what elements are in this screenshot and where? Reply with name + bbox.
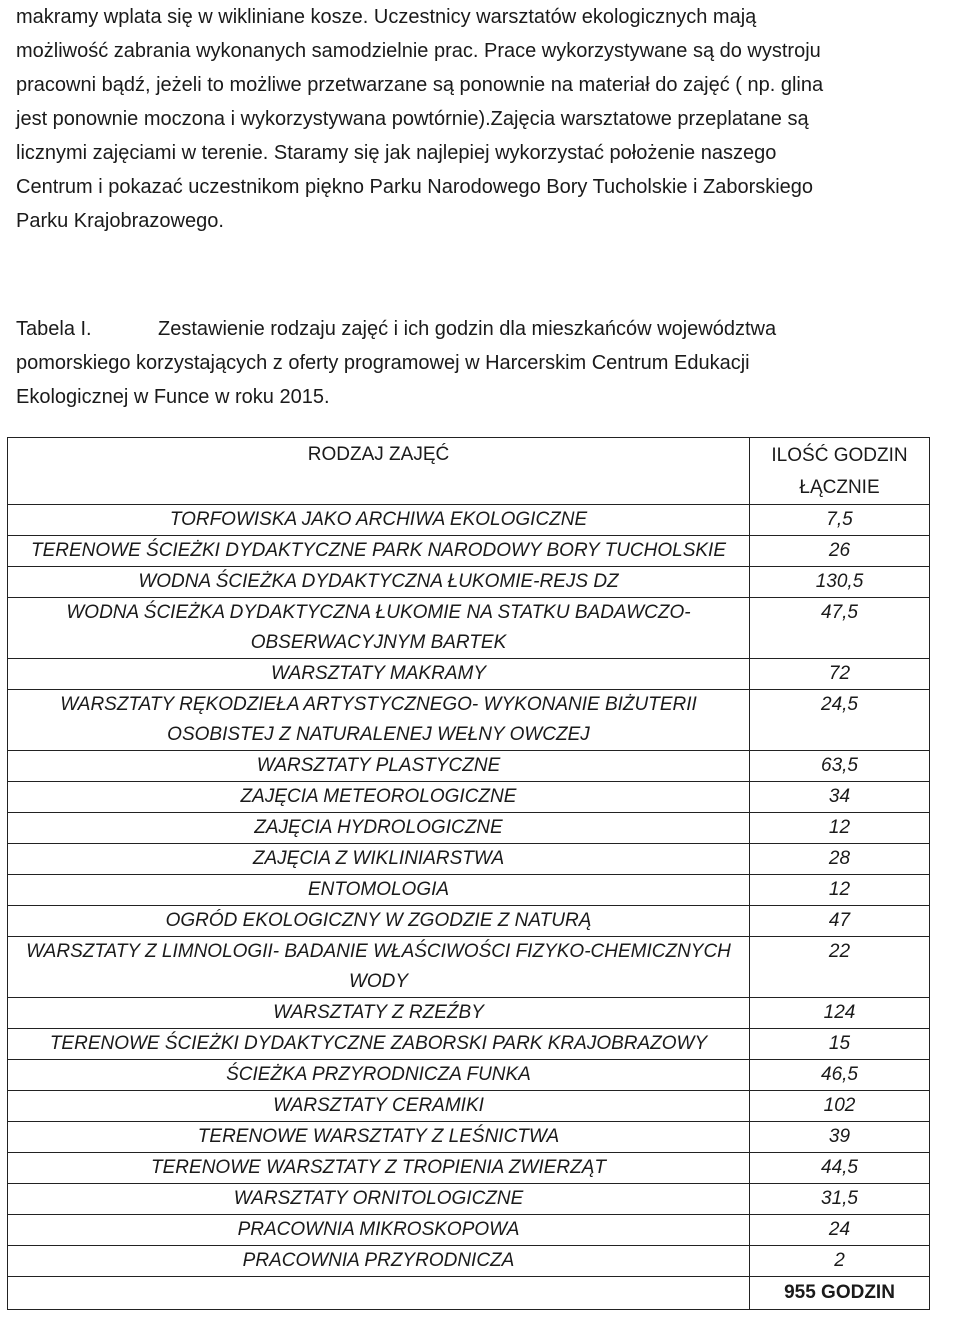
activity-hours-cell: 46,5	[750, 1060, 930, 1091]
activity-name-cell: WARSZTATY ORNITOLOGICZNE	[8, 1184, 750, 1215]
activity-hours-cell: 39	[750, 1122, 930, 1153]
activity-name-cell: ENTOMOLOGIA	[8, 875, 750, 906]
activity-name-cell: TERENOWE WARSZTATY Z LEŚNICTWA	[8, 1122, 750, 1153]
intro-line: Centrum i pokazać uczestnikom piękno Parku Narodowego Bory Tucholskie i Zaborskiego	[16, 176, 814, 198]
activity-name-cell: PRACOWNIA PRZYRODNICZA	[8, 1246, 750, 1277]
activity-name-cell: WARSZTATY CERAMIKI	[8, 1091, 750, 1122]
total-row	[8, 1277, 930, 1310]
activity-hours-cell: 34	[750, 782, 930, 813]
activities-table	[7, 437, 930, 1310]
table-row	[8, 1029, 930, 1060]
intro-line: możliwość zabrania wykonanych samodzielnie prac. Prace wykorzystywane są do wystroju	[16, 40, 821, 62]
table-row	[8, 998, 930, 1029]
activity-hours-cell: 22	[750, 937, 930, 998]
table-row	[8, 598, 930, 659]
table-caption	[16, 312, 946, 414]
activity-name-cell: ZAJĘCIA HYDROLOGICZNE	[8, 813, 750, 844]
table-row	[8, 1184, 930, 1215]
intro-line: makramy wplata się w wikliniane kosze. Uczestnicy warsztatów ekologicznych mają	[16, 6, 757, 28]
activity-name-cell: WODNA ŚCIEŻKA DYDAKTYCZNA ŁUKOMIE NA STATKU BADAWCZO-OBSERWACYJNYM BARTEK	[8, 598, 750, 659]
activity-hours-cell: 24	[750, 1215, 930, 1246]
header-total-hours: ILOŚĆ GODZIN ŁĄCZNIE	[750, 438, 930, 505]
activity-name-cell: PRACOWNIA MIKROSKOPOWA	[8, 1215, 750, 1246]
activity-name-cell: TORFOWISKA JAKO ARCHIWA EKOLOGICZNE	[8, 505, 750, 536]
activity-hours-cell: 72	[750, 659, 930, 690]
caption-text: Zestawienie rodzaju zajęć i ich godzin dla mieszkańców województwa	[158, 318, 777, 340]
activity-name-cell: TERENOWE ŚCIEŻKI DYDAKTYCZNE PARK NARODOWY BORY TUCHOLSKIE	[8, 536, 750, 567]
activity-name-cell: WODNA ŚCIEŻKA DYDAKTYCZNA ŁUKOMIE-REJS DZ	[8, 567, 750, 598]
intro-line: licznymi zajęciami w terenie. Staramy się jak najlepiej wykorzystać położenie naszego	[16, 142, 777, 164]
table-row	[8, 906, 930, 937]
total-empty-cell	[8, 1277, 750, 1310]
intro-paragraph	[16, 0, 946, 238]
activity-hours-cell: 44,5	[750, 1153, 930, 1184]
total-hours-cell: 955 GODZIN	[750, 1277, 930, 1310]
activity-hours-cell: 47	[750, 906, 930, 937]
table-row	[8, 659, 930, 690]
activity-name-cell: WARSZTATY Z LIMNOLOGII- BADANIE WŁAŚCIWOŚCI FIZYKO-CHEMICZNYCH WODY	[8, 937, 750, 998]
caption-label: Tabela I.	[16, 318, 92, 340]
caption-line	[16, 312, 946, 346]
activity-hours-cell: 24,5	[750, 690, 930, 751]
activity-hours-cell: 31,5	[750, 1184, 930, 1215]
activity-name-cell: ZAJĘCIA METEOROLOGICZNE	[8, 782, 750, 813]
table-row	[8, 844, 930, 875]
table-row	[8, 1246, 930, 1277]
table-row	[8, 1153, 930, 1184]
activity-hours-cell: 63,5	[750, 751, 930, 782]
activity-name-cell: ZAJĘCIA Z WIKLINIARSTWA	[8, 844, 750, 875]
table-row	[8, 751, 930, 782]
activity-hours-cell: 15	[750, 1029, 930, 1060]
table-row	[8, 536, 930, 567]
intro-line: Parku Krajobrazowego.	[16, 210, 224, 232]
table-row	[8, 875, 930, 906]
activity-hours-cell: 102	[750, 1091, 930, 1122]
activity-hours-cell: 47,5	[750, 598, 930, 659]
table-row	[8, 567, 930, 598]
activity-hours-cell: 7,5	[750, 505, 930, 536]
activity-hours-cell: 124	[750, 998, 930, 1029]
activity-name-cell: WARSZTATY PLASTYCZNE	[8, 751, 750, 782]
activity-name-cell: ŚCIEŻKA PRZYRODNICZA FUNKA	[8, 1060, 750, 1091]
caption-line: pomorskiego korzystających z oferty programowej w Harcerskim Centrum Edukacji	[16, 352, 750, 374]
table-row	[8, 937, 930, 998]
header-activity-type: RODZAJ ZAJĘĆ	[8, 438, 750, 505]
activity-hours-cell: 12	[750, 875, 930, 906]
table-row	[8, 1215, 930, 1246]
activity-hours-cell: 28	[750, 844, 930, 875]
table-row	[8, 690, 930, 751]
table-row	[8, 1122, 930, 1153]
activity-hours-cell: 26	[750, 536, 930, 567]
activity-hours-cell: 130,5	[750, 567, 930, 598]
activity-name-cell: TERENOWE ŚCIEŻKI DYDAKTYCZNE ZABORSKI PARK KRAJOBRAZOWY	[8, 1029, 750, 1060]
table-row	[8, 1060, 930, 1091]
table-row	[8, 782, 930, 813]
table-header-row	[8, 438, 930, 505]
table-body	[8, 505, 930, 1310]
caption-line: Ekologicznej w Funce w roku 2015.	[16, 386, 330, 408]
activity-name-cell: WARSZTATY MAKRAMY	[8, 659, 750, 690]
activity-name-cell: OGRÓD EKOLOGICZNY W ZGODZIE Z NATURĄ	[8, 906, 750, 937]
activity-hours-cell: 12	[750, 813, 930, 844]
table-row	[8, 505, 930, 536]
intro-line: jest ponownie moczona i wykorzystywana powtórnie).Zajęcia warsztatowe przeplatane są	[16, 108, 809, 130]
activity-name-cell: TERENOWE WARSZTATY Z TROPIENIA ZWIERZĄT	[8, 1153, 750, 1184]
activity-hours-cell: 2	[750, 1246, 930, 1277]
activity-name-cell: WARSZTATY Z RZEŹBY	[8, 998, 750, 1029]
table-row	[8, 813, 930, 844]
intro-line: pracowni bądź, jeżeli to możliwe przetwarzane są ponownie na materiał do zajęć ( np. glina	[16, 74, 824, 96]
table-row	[8, 1091, 930, 1122]
activity-name-cell: WARSZTATY RĘKODZIEŁA ARTYSTYCZNEGO- WYKONANIE BIŻUTERII OSOBISTEJ Z NATURALENEJ WEŁNY OWCZEJ	[8, 690, 750, 751]
